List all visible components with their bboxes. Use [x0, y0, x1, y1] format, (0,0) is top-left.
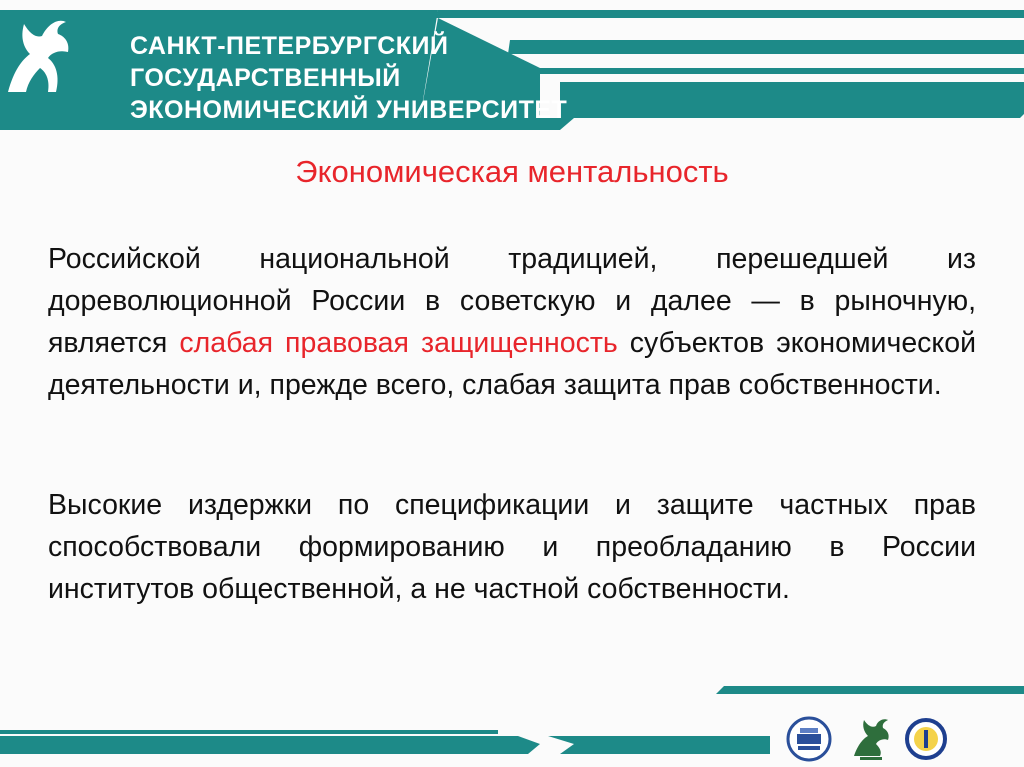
university-name	[130, 30, 567, 126]
paragraph-2: Высокие издержки по спецификации и защите частных прав способствовали формированию и преобладанию в России институтов общественной, а не частной собственности.	[48, 489, 976, 605]
slide-title: Экономическая ментальность	[295, 154, 729, 189]
university-name-line-1: САНКТ-ПЕТЕРБУРГСКИЙ	[130, 32, 449, 60]
paragraph-1-highlight: слабая правовая защищенность	[179, 327, 618, 359]
griffin-small-icon	[848, 716, 894, 762]
university-name-line-2: ГОСУДАРСТВЕННЫЙ	[130, 64, 401, 92]
griffin-logo-icon	[0, 10, 80, 100]
paragraph-1-text-start: Российской национальной традицией, перешедшей из дореволюционной России в советскую и далее — в рыночную, является	[48, 243, 976, 359]
footer-logos	[0, 716, 1024, 762]
university-name-line-3: ЭКОНОМИЧЕСКИЙ УНИВЕРСИТЕТ	[130, 96, 568, 124]
emblem-3-icon	[904, 716, 948, 762]
paragraph-1-text-end: субъектов экономической деятельности и, прежде всего, слабая защита прав собственности.	[48, 327, 976, 401]
paragraph-1	[48, 238, 976, 406]
emblem-1-icon	[786, 716, 832, 762]
header-band	[0, 10, 1024, 130]
